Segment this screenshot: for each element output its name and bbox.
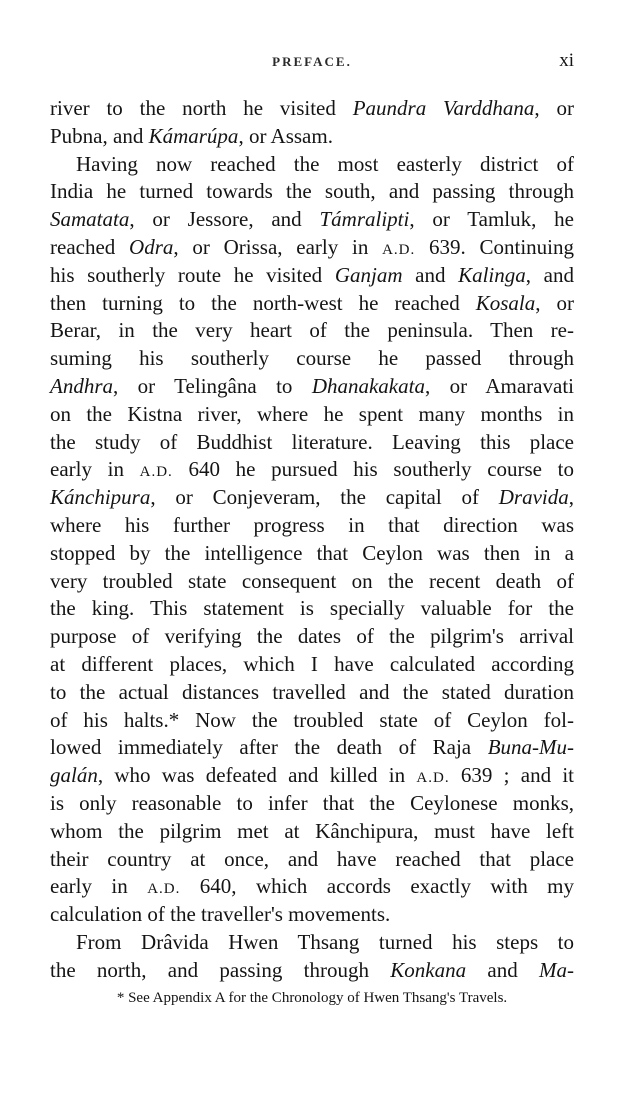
text-line: Berar, in the very heart of the peninsula. Then re- [50, 318, 574, 343]
text-line: where his further progress in that direction was [50, 512, 574, 537]
text-line: at different places, which I have calculated according [50, 651, 574, 676]
text-line: Having now reached the most easterly district of [76, 151, 574, 176]
text-line: stopped by the intelligence that Ceylon was then in a [50, 540, 574, 565]
text-line: suming his southerly course he passed through [50, 346, 574, 371]
text-line: galán, who was defeated and killed in A.D. 639 ; and it [50, 763, 575, 788]
text-line: Samatata, or Jessore, and Támralipti, or Tamluk, he [50, 207, 574, 232]
text-line: From Drâvida Hwen Thsang turned his steps to [76, 929, 574, 954]
text-line: calculation of the traveller's movements. [50, 902, 391, 927]
text-line: whom the pilgrim met at Kânchipura, must have left [50, 818, 574, 843]
text-line: on the Kistna river, where he spent many months in [50, 401, 574, 426]
text-line: Kánchipura, or Conjeveram, the capital of Dravida, [50, 485, 574, 510]
text-line: the king. This statement is specially valuable for the [50, 596, 574, 621]
page-header [50, 50, 574, 74]
text-line: purpose of verifying the dates of the pilgrim's arrival [50, 624, 574, 649]
text-line: their country at once, and have reached that place [50, 846, 574, 871]
text-line: the study of Buddhist literature. Leaving this place [50, 429, 574, 454]
body-text [50, 95, 574, 985]
text-line: of his halts.* Now the troubled state of Ceylon fol- [50, 707, 574, 732]
text-line: lowed immediately after the death of Raja Buna-Mu- [50, 735, 574, 760]
page-number: xi [559, 50, 574, 71]
text-line: is only reasonable to infer that the Ceylonese monks, [50, 790, 574, 815]
text-line: the north, and passing through Konkana and Ma- [50, 957, 574, 982]
text-line: early in A.D. 640 he pursued his southerly course to [50, 457, 574, 482]
text-line: to the actual distances travelled and the stated duration [50, 679, 574, 704]
text-line: India he turned towards the south, and passing through [50, 179, 574, 204]
text-line: Pubna, and Kámarúpa, or Assam. [50, 123, 333, 148]
text-line: Andhra, or Telingâna to Dhanakakata, or Amaravati [50, 373, 574, 398]
text-line: river to the north he visited Paundra Varddhana, or [50, 96, 574, 120]
text-line: reached Odra, or Orissa, early in A.D. 639. Continuing [50, 234, 574, 259]
text-line: early in A.D. 640, which accords exactly with my [50, 874, 574, 899]
running-title: PREFACE. [272, 54, 352, 69]
text-line: his southerly route he visited Ganjam and Kalinga, and [50, 262, 574, 287]
text-line: then turning to the north-west he reached Kosala, or [50, 290, 574, 315]
footnote: * See Appendix A for the Chronology of Hwen Thsang's Travels. [116, 990, 508, 1006]
text-line: very troubled state consequent on the recent death of [50, 568, 574, 593]
